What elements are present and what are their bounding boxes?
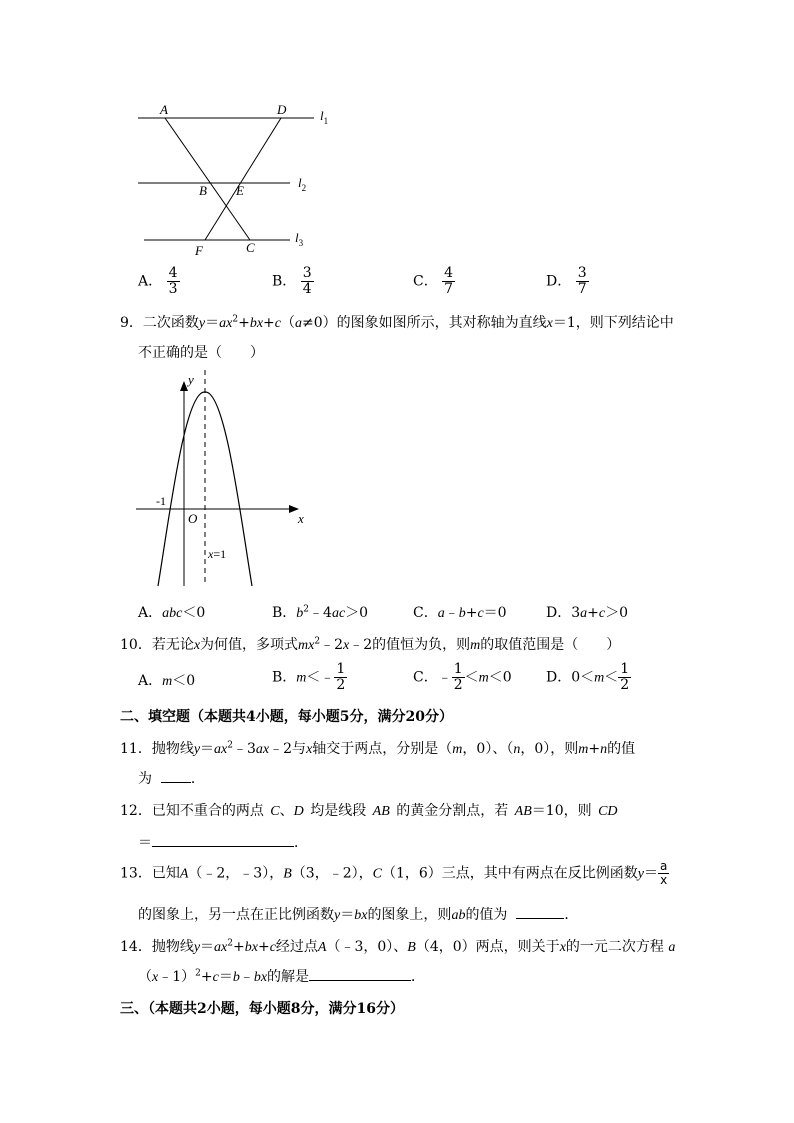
label-l1: $l_1$ <box>320 108 329 126</box>
text: 不正确的是（ ） <box>138 345 264 361</box>
text: + <box>238 315 250 331</box>
q9-option-c[interactable] <box>413 602 507 622</box>
q14-line1 <box>120 936 675 956</box>
q8-option-d[interactable] <box>546 266 589 297</box>
text: 的黄金分割点，若 <box>396 803 509 819</box>
var: b <box>296 606 304 621</box>
text: 若无论 <box>151 637 194 653</box>
var: C <box>270 804 280 819</box>
var: c <box>477 606 484 621</box>
fraction: $\frac{a}{x}$ <box>660 859 668 887</box>
text: 已知不重合的两点 <box>151 803 264 819</box>
var: ab <box>451 908 466 923</box>
segment-AC <box>165 118 250 240</box>
text: 抛物线 <box>151 939 194 955</box>
var: bx <box>249 316 264 331</box>
var: m <box>470 638 481 653</box>
var: mx <box>298 638 315 653</box>
var: x <box>559 940 566 955</box>
text: + <box>257 939 270 955</box>
segment-DF <box>205 118 281 240</box>
text: （﹣3，0）、 <box>326 939 408 955</box>
text: 二次函数 <box>142 315 199 331</box>
option-letter: D． <box>546 605 572 621</box>
q14-line2 <box>138 966 425 986</box>
text: ﹣4 <box>309 605 332 621</box>
text: 的值恒为负，则 <box>372 637 471 653</box>
var: c <box>274 316 281 331</box>
sup: 2 <box>232 314 239 325</box>
text: 经过点 <box>275 939 318 955</box>
text: 的值为 <box>465 907 508 923</box>
question-number: 9． <box>120 315 143 331</box>
text: 、 <box>279 803 294 819</box>
text: ﹣ <box>437 669 452 686</box>
text: ＝ <box>205 315 220 331</box>
text: 抛物线 <box>151 741 194 757</box>
question-number: 14． <box>120 939 152 955</box>
q9-option-a[interactable] <box>138 602 205 622</box>
option-letter: A． <box>138 605 163 621</box>
var: ax <box>214 742 228 757</box>
sup: 2 <box>227 938 233 949</box>
text: ． <box>190 771 205 787</box>
text: ﹣1） <box>158 969 196 985</box>
var: C <box>372 866 382 882</box>
text: （1，6）三点，其中有两点在反比例函数 <box>381 865 638 882</box>
fraction: $\frac{4}{7}$ <box>444 265 454 297</box>
var: y <box>334 908 341 923</box>
text: 的图象上，则 <box>367 907 452 923</box>
var: A <box>179 866 189 882</box>
var: n <box>513 742 521 757</box>
text: ，0）、（ <box>462 741 514 757</box>
text: 的取值范围是（ ） <box>480 637 621 653</box>
text: 为何值，多项式 <box>200 637 299 653</box>
text: ＜0 <box>488 669 512 686</box>
text: （ <box>281 315 295 331</box>
var: B <box>283 866 292 882</box>
var: ax <box>255 742 270 757</box>
var: AB <box>372 804 390 819</box>
option-letter: C． <box>413 605 438 621</box>
q11-line1 <box>120 738 635 758</box>
question-number: 11． <box>120 741 152 757</box>
text: （﹣2，﹣3）， <box>188 865 284 882</box>
fraction: $\frac{1}{2}$ <box>336 661 346 693</box>
var: ac <box>331 606 346 621</box>
x-label: x <box>298 511 304 526</box>
text: ． <box>564 907 579 923</box>
text: ． <box>294 835 308 851</box>
var: CD <box>598 804 618 819</box>
q8-option-b[interactable] <box>272 266 314 297</box>
fraction: $\frac{3}{7}$ <box>577 265 587 297</box>
var: m <box>452 742 463 757</box>
text: + <box>263 315 275 331</box>
label-l3: $l_3$ <box>295 230 304 248</box>
var: y <box>198 316 206 331</box>
text: 的解是 <box>267 969 310 985</box>
var: m <box>162 674 173 689</box>
label-l2: $l_2$ <box>298 175 307 193</box>
q13-line1 <box>120 860 669 887</box>
text: （ <box>138 969 152 985</box>
q12-line2 <box>138 832 308 852</box>
q9-option-d[interactable] <box>546 602 628 622</box>
var: y <box>193 742 201 757</box>
label-F: F <box>195 243 203 258</box>
text: ﹣2 <box>349 637 373 653</box>
q10-option-c[interactable] <box>413 662 512 693</box>
q10-option-d[interactable] <box>546 662 631 693</box>
answer-blank[interactable] <box>309 966 411 981</box>
var: m <box>296 670 307 686</box>
var: D <box>293 804 304 819</box>
text: ＜﹣ <box>306 669 335 686</box>
var: c <box>269 940 276 955</box>
text: ＝ <box>200 741 215 757</box>
text: ＞0 <box>345 605 369 621</box>
q8-option-c[interactable] <box>413 266 455 297</box>
text: ＞0 <box>605 605 629 621</box>
text: 的图象如图所示，其对称轴为直线 <box>336 315 547 331</box>
text: ﹣2与 <box>269 741 307 757</box>
y-label: y <box>188 372 194 387</box>
text: ＜0 <box>172 673 196 689</box>
text: ＜ <box>604 669 619 686</box>
var: m <box>578 742 589 757</box>
text: ＜0 <box>182 605 206 621</box>
section-2-title: 二、填空题（本题共4小题，每小题5分，满分20分） <box>120 709 453 725</box>
fraction: $\frac{4}{3}$ <box>168 265 178 297</box>
question-number: 13． <box>120 865 152 882</box>
text: ＝ <box>138 835 152 851</box>
var: m <box>478 670 489 686</box>
section-3-title: 三、（本题共2小题，每小题8分，满分16分） <box>120 1001 404 1017</box>
var: ax <box>219 316 233 331</box>
var: x <box>546 316 553 331</box>
text: + <box>588 741 601 757</box>
text: 的图象上，另一点在正比例函数 <box>138 907 334 923</box>
label-D: D <box>277 102 287 117</box>
option-letter: C． <box>413 273 438 290</box>
var: y <box>193 940 201 955</box>
text: 的值 <box>607 741 636 757</box>
option-letter: D． <box>546 273 572 290</box>
var: x <box>193 638 201 653</box>
text: 均是线段 <box>310 803 367 819</box>
q8-option-a[interactable] <box>138 266 180 297</box>
var: abc <box>162 606 183 621</box>
text: ，0），则 <box>520 741 579 757</box>
q9-option-b[interactable] <box>272 602 368 622</box>
answer-blank[interactable] <box>161 768 191 783</box>
option-letter: A． <box>138 273 163 290</box>
text: 0＜ <box>571 669 595 686</box>
option-letter: A． <box>138 673 163 689</box>
var: n <box>600 742 608 757</box>
var: a <box>295 316 302 331</box>
text: ≠0） <box>302 315 337 331</box>
var: c <box>212 970 219 985</box>
option-letter: B． <box>272 605 297 621</box>
answer-blank[interactable] <box>516 904 564 919</box>
option-letter: B． <box>272 669 297 686</box>
var: c <box>598 606 606 621</box>
answer-blank[interactable] <box>152 832 294 847</box>
symmetry-label: x=1 <box>208 547 227 561</box>
q9-stem-line1 <box>120 312 674 332</box>
q10-stem <box>120 634 620 654</box>
var: x <box>152 970 159 985</box>
var: b <box>458 606 466 621</box>
text: ＝ <box>218 969 233 985</box>
q9-stem-line2 <box>138 342 264 362</box>
text: ＝1，则下列结论中 <box>552 315 674 331</box>
var: ax <box>214 940 228 955</box>
label-A: A <box>160 102 168 117</box>
text: ＜ <box>464 669 479 686</box>
sup: 2 <box>227 740 233 751</box>
var: bx <box>244 940 258 955</box>
q13-line2 <box>138 904 578 924</box>
sup: 2 <box>195 968 201 979</box>
text: 的一元二次方程 <box>565 939 664 955</box>
text: （4，0）两点，则关于 <box>415 939 560 955</box>
text: 轴交于两点，分别是（ <box>312 741 453 757</box>
q11-line2 <box>138 768 205 788</box>
var: x <box>343 638 350 653</box>
text: ＝10，则 <box>531 803 592 819</box>
var: A <box>317 940 327 955</box>
var: b <box>232 970 240 985</box>
text: 为 <box>138 771 152 787</box>
label-C: C <box>246 240 255 255</box>
option-letter: B． <box>272 273 297 290</box>
var: a <box>668 940 676 955</box>
var: a <box>580 606 588 621</box>
label-E: E <box>236 183 244 198</box>
text: ＝ <box>644 865 658 882</box>
q12-line1 <box>120 800 618 820</box>
text: ﹣ <box>444 605 459 621</box>
text: （3，﹣2）， <box>291 865 373 882</box>
text: 已知 <box>151 865 180 882</box>
q10-option-a[interactable] <box>138 670 195 690</box>
label-B: B <box>199 183 207 198</box>
parabola-graph <box>130 368 315 590</box>
var: AB <box>514 804 532 819</box>
text: + <box>465 605 478 621</box>
var: a <box>437 606 445 621</box>
var: m <box>594 670 605 686</box>
question-number: 12． <box>120 803 152 819</box>
text: ＝0 <box>483 605 507 621</box>
option-letter: C． <box>413 669 438 686</box>
text: ＝ <box>200 939 215 955</box>
sup: 2 <box>314 636 321 647</box>
text: 3 <box>571 605 581 621</box>
var: bx <box>354 908 368 923</box>
var: x <box>306 742 313 757</box>
text: + <box>233 939 245 955</box>
option-letter: D． <box>546 669 572 686</box>
text: + <box>587 605 599 621</box>
q10-option-b[interactable] <box>272 662 347 693</box>
text: + <box>200 969 213 985</box>
sup: 2 <box>303 604 310 615</box>
var: B <box>407 940 416 955</box>
text: ﹣3 <box>233 741 256 757</box>
text: ﹣2 <box>320 637 344 653</box>
fraction: $\frac{1}{2}$ <box>453 661 463 693</box>
parallel-lines-figure <box>130 98 340 260</box>
text: ． <box>411 969 426 985</box>
neg-one-label: -1 <box>156 494 166 508</box>
var: bx <box>253 970 268 985</box>
origin-label: O <box>188 511 198 526</box>
fraction: $\frac{3}{4}$ <box>302 265 312 297</box>
text: ﹣ <box>239 969 254 985</box>
question-number: 10． <box>120 637 152 653</box>
fraction: $\frac{1}{2}$ <box>620 661 630 693</box>
var: y <box>637 866 644 882</box>
text: ＝ <box>340 907 355 923</box>
